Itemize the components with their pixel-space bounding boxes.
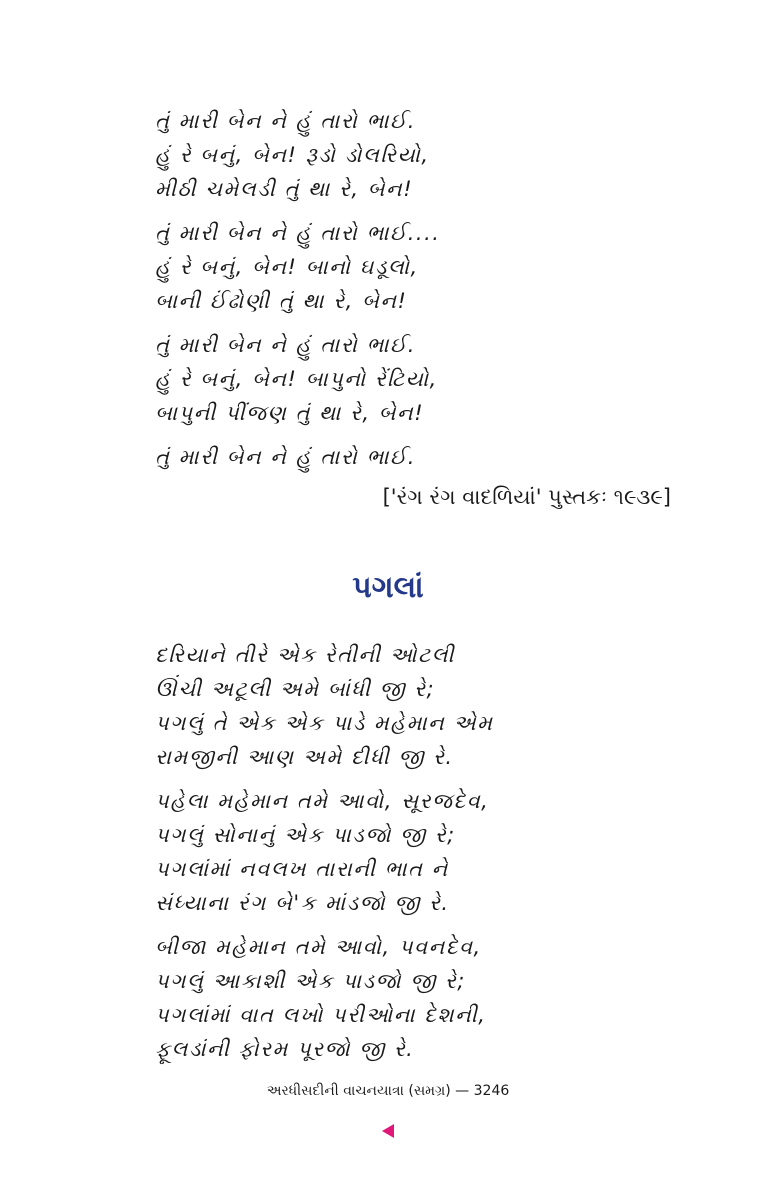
poem-line: દરિયાને તીરે એક રેતીની ઓટલી bbox=[155, 643, 456, 667]
poem-line: મીઠી ચમેલડી તું થા રે, બેન! bbox=[155, 177, 414, 201]
poem-line: સંધ્યાના રંગ બે'ક માંડજો જી રે. bbox=[155, 891, 450, 915]
poem-line: ફૂલડાંની ફોરમ પૂરજો જી રે. bbox=[155, 1037, 415, 1061]
poem-line: તું મારી બેન ને હું તારો ભાઈ. bbox=[155, 333, 416, 357]
poem-line: પગલું તે એક એક પાડે મહેમાન એમ bbox=[155, 711, 494, 735]
poem-line: બીજા મહેમાન તમે આવો, પવનદેવ, bbox=[155, 935, 482, 959]
poem-line: બાપુની પીંજણ તું થા રે, બેન! bbox=[155, 401, 425, 425]
poem-line: હું રે બનું, બેન! રૂડો ડોલરિયો, bbox=[155, 143, 430, 167]
poem-line: પગલું સોનાનું એક પાડજો જી રે; bbox=[155, 823, 456, 847]
poem-line: તું મારી બેન ને હું તારો ભાઈ.... bbox=[155, 221, 441, 245]
poem-line: હું રે બનું, બેન! બાનો ઘડૂલો, bbox=[155, 255, 419, 279]
poem-line: તું મારી બેન ને હું તારો ભાઈ. bbox=[155, 445, 416, 469]
poem-line: પગલાંમાં નવલખ તારાની ભાત ને bbox=[155, 857, 449, 881]
poem-line: ઊંચી અટૂલી અમે બાંધી જી રે; bbox=[155, 677, 436, 701]
previous-page-arrow-icon[interactable] bbox=[382, 1124, 394, 1138]
citation: ['રંગ રંગ વાદળિયાં' પુસ્તકઃ ૧૯૩૯] bbox=[382, 485, 671, 509]
poem-line: બાની ઈંઢોણી તું થા રે, બેન! bbox=[155, 289, 408, 313]
poem-line: તું મારી બેન ને હું તારો ભાઈ. bbox=[155, 109, 416, 133]
poem-line: હું રે બનું, બેન! બાપુનો રેંટિયો, bbox=[155, 367, 438, 391]
page-footer: અરધીસદીની વાચનયાત્રા (સમગ્ર) — 3246 bbox=[266, 1083, 510, 1099]
poem-line: પહેલા મહેમાન તમે આવો, સૂરજદેવ, bbox=[155, 789, 490, 813]
poem-line: પગલાંમાં વાત લખો પરીઓના દેશની, bbox=[155, 1003, 487, 1027]
poem-title: પગલાં bbox=[352, 570, 424, 605]
poem-line: રામજીની આણ અમે દીધી જી રે. bbox=[155, 745, 454, 769]
poem-line: પગલું આકાશી એક પાડજો જી રે; bbox=[155, 969, 466, 993]
